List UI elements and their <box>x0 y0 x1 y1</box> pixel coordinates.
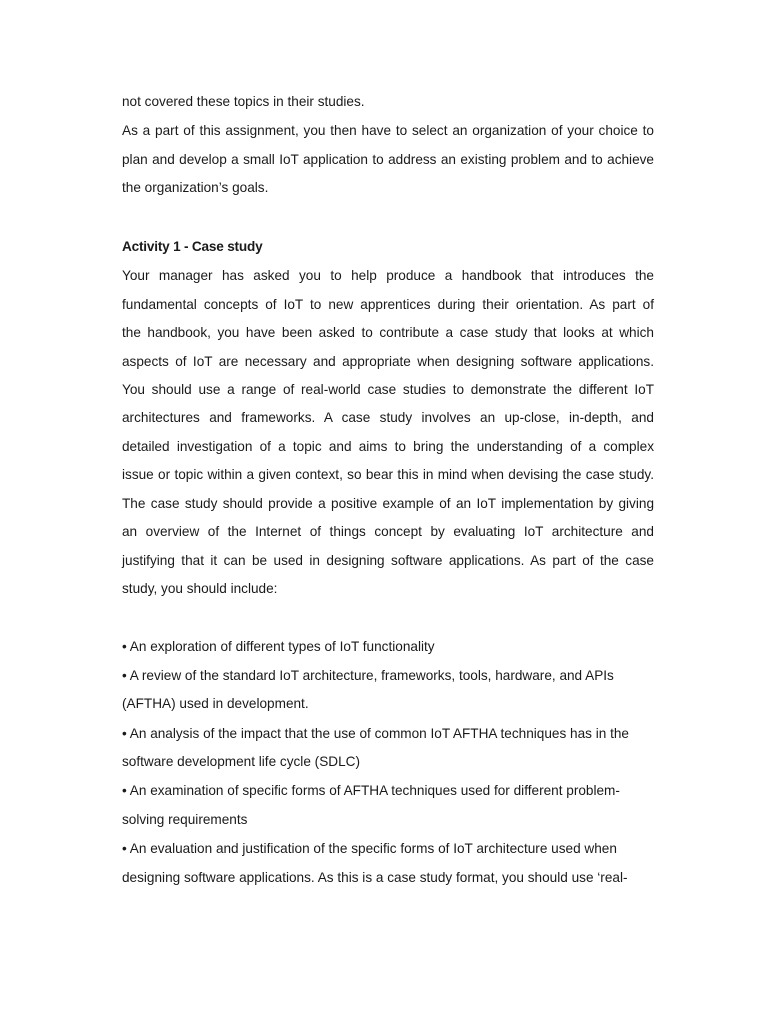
bullet-line: designing software applications. As this is a case study format, you should use ‘real- <box>122 870 628 885</box>
activity-heading: Activity 1 - Case study <box>122 239 263 254</box>
activity-line: fundamental concepts of IoT to new apprentices during their orientation. As part of <box>122 297 654 312</box>
activity-line: aspects of IoT are necessary and appropriate when designing software applications. <box>122 354 654 369</box>
bullet-line: (AFTHA) used in development. <box>122 696 309 711</box>
bullet-line: • An exploration of different types of IoT functionality <box>122 639 435 654</box>
bullet-line: solving requirements <box>122 812 248 827</box>
intro-line: As a part of this assignment, you then have to select an organization of your choice to <box>122 123 654 138</box>
activity-line: issue or topic within a given context, so bear this in mind when devising the case study. <box>122 467 654 482</box>
bullet-line: software development life cycle (SDLC) <box>122 754 360 769</box>
bullet-line: • An examination of specific forms of AFTHA techniques used for different problem- <box>122 783 620 798</box>
activity-line: the handbook, you have been asked to contribute a case study that looks at which <box>122 325 654 340</box>
activity-line: study, you should include: <box>122 581 278 596</box>
bullet-line: • An evaluation and justification of the specific forms of IoT architecture used when <box>122 841 617 856</box>
intro-line: plan and develop a small IoT application to address an existing problem and to achieve <box>122 152 654 167</box>
activity-line: Your manager has asked you to help produce a handbook that introduces the <box>122 268 654 283</box>
activity-line: The case study should provide a positive example of an IoT implementation by giving <box>122 496 654 511</box>
bullet-line: • A review of the standard IoT architecture, frameworks, tools, hardware, and APIs <box>122 668 614 683</box>
activity-line: justifying that it can be used in designing software applications. As part of the case <box>122 553 654 568</box>
activity-line: detailed investigation of a topic and aims to bring the understanding of a complex <box>122 439 654 454</box>
activity-line: an overview of the Internet of things concept by evaluating IoT architecture and <box>122 524 654 539</box>
bullet-line: • An analysis of the impact that the use of common IoT AFTHA techniques has in the <box>122 726 629 741</box>
intro-line: the organization’s goals. <box>122 180 269 195</box>
activity-line: You should use a range of real-world case studies to demonstrate the different IoT <box>122 382 654 397</box>
activity-line: architectures and frameworks. A case study involves an up-close, in-depth, and <box>122 410 654 425</box>
intro-line: not covered these topics in their studies. <box>122 94 365 109</box>
